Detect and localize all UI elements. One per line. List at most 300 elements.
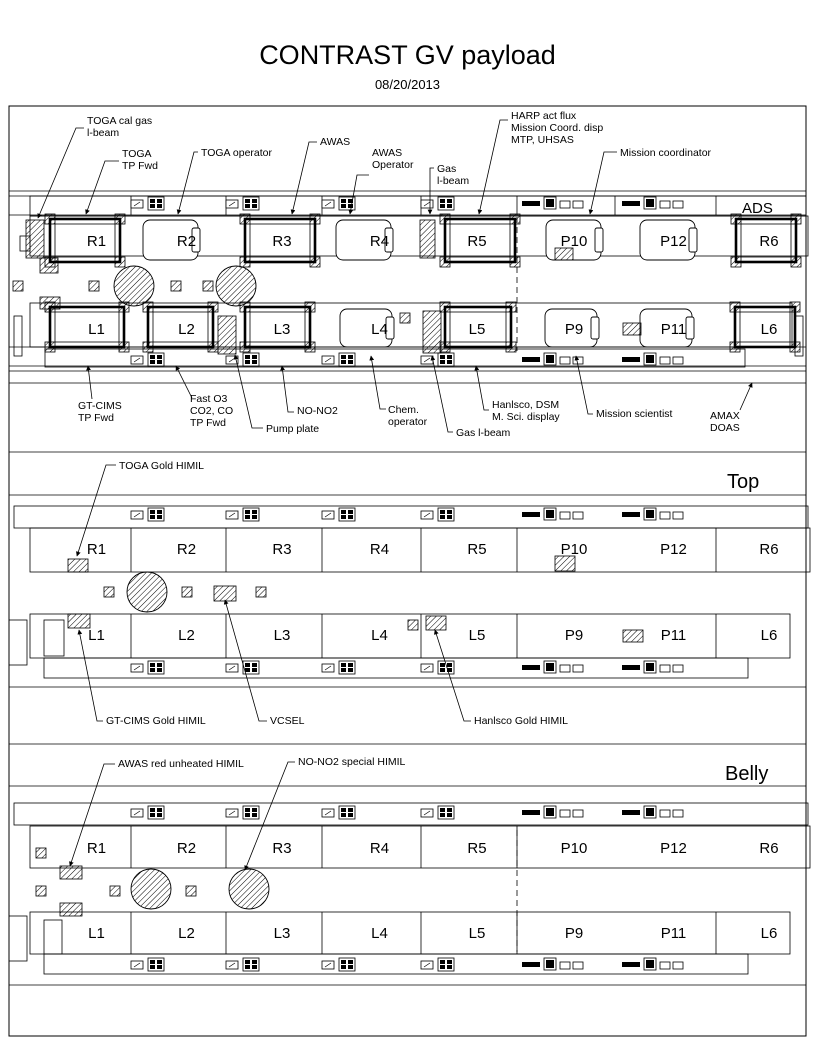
callout-text [298, 756, 406, 768]
leader-line [225, 600, 267, 721]
leader-line [479, 120, 508, 214]
outlet-socket [440, 204, 445, 208]
outlet-socket [341, 515, 346, 519]
outlet-socket [341, 965, 346, 969]
power-outlet [421, 661, 454, 674]
callout-text [620, 147, 712, 159]
small-port [89, 281, 99, 291]
outlet-socket [440, 510, 445, 514]
power-outlet [226, 353, 259, 366]
seat-back [689, 228, 697, 252]
seat-label-r1: R1 [86, 840, 107, 857]
outlet-socket [447, 199, 452, 203]
panel-small [573, 962, 583, 969]
outlet-socket [252, 965, 257, 969]
callout-line: l-beam [437, 175, 470, 187]
power-outlet [131, 508, 164, 521]
leader-line [292, 142, 317, 214]
callout-text [456, 427, 511, 439]
seat-label-l5: L5 [468, 925, 486, 942]
panel-fill [646, 199, 654, 207]
outlet-socket [440, 813, 445, 817]
panel-small [560, 357, 570, 364]
rack-corner [510, 214, 520, 224]
callout [176, 366, 233, 429]
callout-text [190, 393, 233, 429]
callout-line: AWAS [320, 136, 351, 148]
callout-line: TOGA cal gas [87, 115, 153, 127]
seat-label-l3: L3 [273, 627, 291, 644]
callout-text [270, 715, 305, 727]
fuselage-stub [9, 620, 27, 665]
callout [435, 630, 568, 727]
outlet-socket [440, 808, 445, 812]
callout-text [511, 110, 603, 146]
callout-line: Chem. [388, 404, 419, 416]
power-outlet [421, 508, 454, 521]
rack-corner [506, 302, 516, 312]
panel-small [660, 201, 670, 208]
outlet-socket [157, 663, 162, 667]
hatched-block [40, 258, 58, 273]
seat-label-l2: L2 [178, 321, 195, 338]
panel-outlet [522, 508, 583, 520]
leader-line [576, 356, 593, 414]
outlet-socket [447, 808, 452, 812]
outlet-rail [30, 196, 806, 216]
outlet-socket [245, 808, 250, 812]
outlet-socket [252, 515, 257, 519]
panel-fill [646, 355, 654, 363]
rack-corner [730, 342, 740, 352]
leader-line [476, 366, 489, 410]
outlet-socket [348, 813, 353, 817]
panel-bar [522, 357, 540, 362]
callout-line: AMAX [710, 410, 740, 422]
outlet-panel [148, 806, 164, 819]
panel-bar [622, 962, 640, 967]
outlet-socket [245, 663, 250, 667]
seat-label-l3: L3 [273, 925, 291, 942]
outlet-socket [440, 960, 445, 964]
outlet-socket [440, 355, 445, 359]
outlet-socket [252, 663, 257, 667]
outlet-socket [157, 204, 162, 208]
seat-label-r4: R4 [369, 233, 390, 250]
panel-outlet [622, 806, 683, 818]
seat-label-p9: P9 [564, 321, 584, 338]
seat-label-p10: P10 [560, 541, 588, 558]
hatched-port [216, 266, 256, 306]
power-outlet [322, 197, 355, 210]
panel-bar [622, 512, 640, 517]
outlet-panel [148, 958, 164, 971]
panel-fill [546, 808, 554, 816]
outlet-socket [150, 808, 155, 812]
hatched-block [68, 559, 88, 572]
hatched-block [426, 616, 446, 630]
outlet-socket [348, 960, 353, 964]
callout-line: TOGA Gold HIMIL [119, 460, 204, 472]
view-label-top: Top [727, 471, 760, 493]
hatched-port [229, 869, 269, 909]
seat-label-l2: L2 [178, 925, 195, 942]
rack-corner [305, 302, 315, 312]
panel-small [560, 810, 570, 817]
hatched-block [555, 556, 575, 571]
outlet-panel [438, 958, 454, 971]
callout-text [388, 404, 428, 428]
panel-fill [646, 510, 654, 518]
seat-label-l6: L6 [760, 627, 778, 644]
callout-line: Mission scientist [596, 408, 673, 420]
seat-label-r4: R4 [369, 541, 390, 558]
callout-text [119, 460, 204, 472]
outlet-socket [245, 204, 250, 208]
power-outlet [131, 661, 164, 674]
outlet-socket [440, 360, 445, 364]
panel-small [660, 665, 670, 672]
callout-line: GT-CIMS [78, 400, 122, 412]
panel-outlet [622, 353, 683, 365]
outlet-socket [157, 510, 162, 514]
callout-line: Pump plate [266, 423, 320, 435]
callout-line: Mission coordinator [620, 147, 712, 159]
callout-line: TP Fwd [78, 412, 114, 424]
panel-outlet [522, 806, 583, 818]
outlet-socket [447, 813, 452, 817]
callout-line: GT-CIMS Gold HIMIL [106, 715, 206, 727]
outlet-panel [243, 353, 259, 366]
callout-line: Hanlsco, DSM [492, 399, 560, 411]
outlet-socket [341, 663, 346, 667]
power-outlet [322, 958, 355, 971]
outlet-socket [245, 813, 250, 817]
power-outlet [131, 806, 164, 819]
panel-small [660, 512, 670, 519]
outlet-panel [438, 806, 454, 819]
rack-corner [791, 214, 801, 224]
callout-line: MTP, UHSAS [511, 134, 574, 146]
outlet-socket [440, 515, 445, 519]
panel-small [560, 512, 570, 519]
power-outlet [421, 806, 454, 819]
page-date: 08/20/2013 [374, 77, 441, 92]
seat-label-p9: P9 [564, 925, 584, 942]
hatched-block [40, 297, 60, 309]
panel-outlet [522, 661, 583, 673]
hatched-block [420, 220, 435, 258]
seat-label-l1: L1 [88, 321, 105, 338]
rack-stub [44, 620, 64, 656]
rack-outline [50, 307, 124, 347]
callout-line: CO2, CO [190, 405, 234, 417]
seat-label-r3: R3 [272, 840, 292, 857]
callout-line: Mission Coord. disp [511, 122, 604, 134]
outlet-socket [348, 360, 353, 364]
outlet-socket [150, 199, 155, 203]
outlet-socket [252, 199, 257, 203]
outlet-socket [245, 965, 250, 969]
hatched-port [114, 266, 154, 306]
power-outlet [131, 958, 164, 971]
rack-corner [506, 342, 516, 352]
rack-corner [790, 302, 800, 312]
power-outlet [322, 508, 355, 521]
outlet-socket [447, 965, 452, 969]
callout-line: AWAS red unheated HIMIL [118, 758, 244, 770]
callout-text [122, 148, 158, 172]
panel-fill [546, 355, 554, 363]
panel-outlet [622, 508, 683, 520]
callout-line: operator [388, 416, 428, 428]
small-port [400, 313, 410, 323]
rack-corner [305, 342, 315, 352]
panel-bar [622, 201, 640, 206]
seat-label-l4: L4 [371, 925, 388, 942]
rack-stub [44, 920, 62, 954]
callout-line: Operator [372, 159, 414, 171]
small-port [256, 587, 266, 597]
rack-corner [240, 342, 250, 352]
power-outlet [226, 508, 259, 521]
seat-label-p11: P11 [660, 925, 687, 942]
panel-bar [522, 810, 540, 815]
panel-outlet [622, 958, 683, 970]
panel-small [673, 810, 683, 817]
outlet-panel [438, 508, 454, 521]
rack-corner [440, 342, 450, 352]
callout [79, 630, 206, 727]
seat-label-p10: P10 [560, 233, 588, 250]
panel-outlet [622, 661, 683, 673]
outlet-socket [252, 808, 257, 812]
callout-line: VCSEL [270, 715, 305, 727]
callout-text [87, 115, 152, 139]
outlet-panel [243, 958, 259, 971]
outlet-socket [447, 960, 452, 964]
callout-line: AWAS [372, 147, 403, 159]
outlet-socket [440, 668, 445, 672]
outlet-socket [447, 663, 452, 667]
seat-label-r2: R2 [176, 541, 197, 558]
rack-frame [45, 302, 129, 352]
outlet-socket [245, 199, 250, 203]
panel-bar [522, 512, 540, 517]
callout-text [437, 163, 469, 187]
hatched-block [68, 614, 90, 628]
leader-line [590, 152, 617, 214]
seat-label-r5: R5 [467, 541, 487, 558]
static-geometry [9, 106, 810, 1036]
seat-label-r6: R6 [759, 541, 779, 558]
panel-small [660, 962, 670, 969]
outlet-panel [243, 806, 259, 819]
outlet-socket [150, 204, 155, 208]
panel-small [673, 665, 683, 672]
power-outlet [421, 197, 454, 210]
outlet-socket [157, 960, 162, 964]
small-port [186, 886, 196, 896]
outlet-socket [447, 515, 452, 519]
seat-label-l1: L1 [88, 627, 105, 644]
right-seat-band [30, 528, 810, 572]
callout-line: TP Fwd [190, 417, 226, 429]
rack-outline [50, 219, 120, 262]
callout-text [118, 758, 244, 770]
power-outlet [322, 661, 355, 674]
callout [282, 366, 338, 417]
outlet-socket [252, 355, 257, 359]
seat-label-r6: R6 [759, 233, 779, 250]
callout-line: NO-NO2 special HIMIL [298, 756, 406, 768]
outlet-socket [157, 515, 162, 519]
outlet-socket [157, 965, 162, 969]
rack-corner [440, 257, 450, 267]
outlet-socket [341, 360, 346, 364]
outlet-socket [440, 663, 445, 667]
panel-bar [622, 810, 640, 815]
outlet-panel [243, 197, 259, 210]
callout-line: Hanlsco Gold HIMIL [474, 715, 568, 727]
panel-small [573, 357, 583, 364]
panel-bar [522, 201, 540, 206]
rack-corner [240, 214, 250, 224]
outlet-socket [157, 355, 162, 359]
right-seat-band [30, 826, 810, 868]
leader-line [282, 366, 294, 412]
small-port [110, 886, 120, 896]
rack-corner [208, 302, 218, 312]
outlet-panel [339, 508, 355, 521]
callout-text [320, 136, 350, 148]
panel-small [560, 962, 570, 969]
small-port [13, 281, 23, 291]
panel-bar [522, 665, 540, 670]
outlet-socket [245, 515, 250, 519]
callout [476, 366, 560, 423]
power-outlet [322, 353, 355, 366]
rack-corner [115, 257, 125, 267]
seat-label-p9: P9 [564, 627, 584, 644]
callout-text [266, 423, 319, 435]
outlet-socket [447, 204, 452, 208]
seat-label-r1: R1 [86, 541, 107, 558]
leader-line [38, 128, 84, 218]
callout-text [78, 400, 122, 424]
outlet-panel [339, 806, 355, 819]
panel-outlet [522, 958, 583, 970]
outlet-socket [341, 808, 346, 812]
seat-label-l6: L6 [760, 925, 778, 942]
hatched-block [60, 866, 82, 879]
outlet-socket [252, 668, 257, 672]
callout-line: TP Fwd [122, 160, 158, 172]
outlet-socket [252, 360, 257, 364]
hatched-block [218, 316, 236, 354]
outlet-socket [245, 668, 250, 672]
rack-corner [310, 214, 320, 224]
seat-label-p12: P12 [660, 233, 687, 250]
outlet-socket [348, 965, 353, 969]
rack-inner [55, 312, 119, 342]
seat-label-l4: L4 [371, 321, 388, 338]
outlet-socket [245, 360, 250, 364]
panel-small [673, 962, 683, 969]
rack-corner [45, 342, 55, 352]
outlet-socket [157, 813, 162, 817]
seat-back [595, 228, 603, 252]
outlet-socket [341, 510, 346, 514]
rack-corner [731, 257, 741, 267]
outlet-socket [341, 204, 346, 208]
outlet-socket [348, 515, 353, 519]
rack-corner [143, 342, 153, 352]
rack-corner [45, 214, 55, 224]
rack-corner [791, 257, 801, 267]
outlet-socket [348, 668, 353, 672]
outlet-panel [438, 197, 454, 210]
panel-small [673, 357, 683, 364]
hatched-block [623, 630, 643, 642]
small-port [36, 848, 46, 858]
panel-fill [646, 663, 654, 671]
callout-line: l-beam [87, 127, 120, 139]
hatched-port [131, 869, 171, 909]
callout-line: Gas l-beam [456, 427, 511, 439]
outlet-socket [150, 515, 155, 519]
seat-label-p12: P12 [660, 541, 687, 558]
callout-text [474, 715, 568, 727]
callout-line: Gas [437, 163, 457, 175]
small-port [104, 587, 114, 597]
outlet-panel [148, 353, 164, 366]
small-port [203, 281, 213, 291]
outlet-socket [447, 360, 452, 364]
outlet-socket [245, 960, 250, 964]
panel-small [573, 665, 583, 672]
seat-label-p10: P10 [560, 840, 588, 857]
callout-line: TOGA [122, 148, 152, 160]
small-port [171, 281, 181, 291]
hatched-block [214, 586, 236, 601]
callout-line: TOGA operator [201, 147, 273, 159]
view-label-belly: Belly [725, 763, 769, 785]
callout-line: M. Sci. display [492, 411, 560, 423]
callout-line: HARP act flux [511, 110, 577, 122]
power-outlet [226, 197, 259, 210]
rack-corner [310, 257, 320, 267]
leader-line [740, 383, 752, 410]
seat-label-r3: R3 [272, 233, 292, 250]
rack-corner [208, 342, 218, 352]
outlet-socket [341, 668, 346, 672]
outlet-panel [148, 508, 164, 521]
outlet-socket [348, 204, 353, 208]
outlet-socket [252, 960, 257, 964]
outlet-socket [348, 808, 353, 812]
callout-line: DOAS [710, 422, 740, 434]
callout [350, 147, 414, 214]
hatched-block [623, 323, 641, 335]
fuselage-stub [14, 316, 22, 356]
small-port [182, 587, 192, 597]
outlet-socket [440, 965, 445, 969]
panel-bar [522, 962, 540, 967]
outlet-socket [150, 360, 155, 364]
seat-label-l6: L6 [760, 321, 778, 338]
rack-corner [510, 257, 520, 267]
